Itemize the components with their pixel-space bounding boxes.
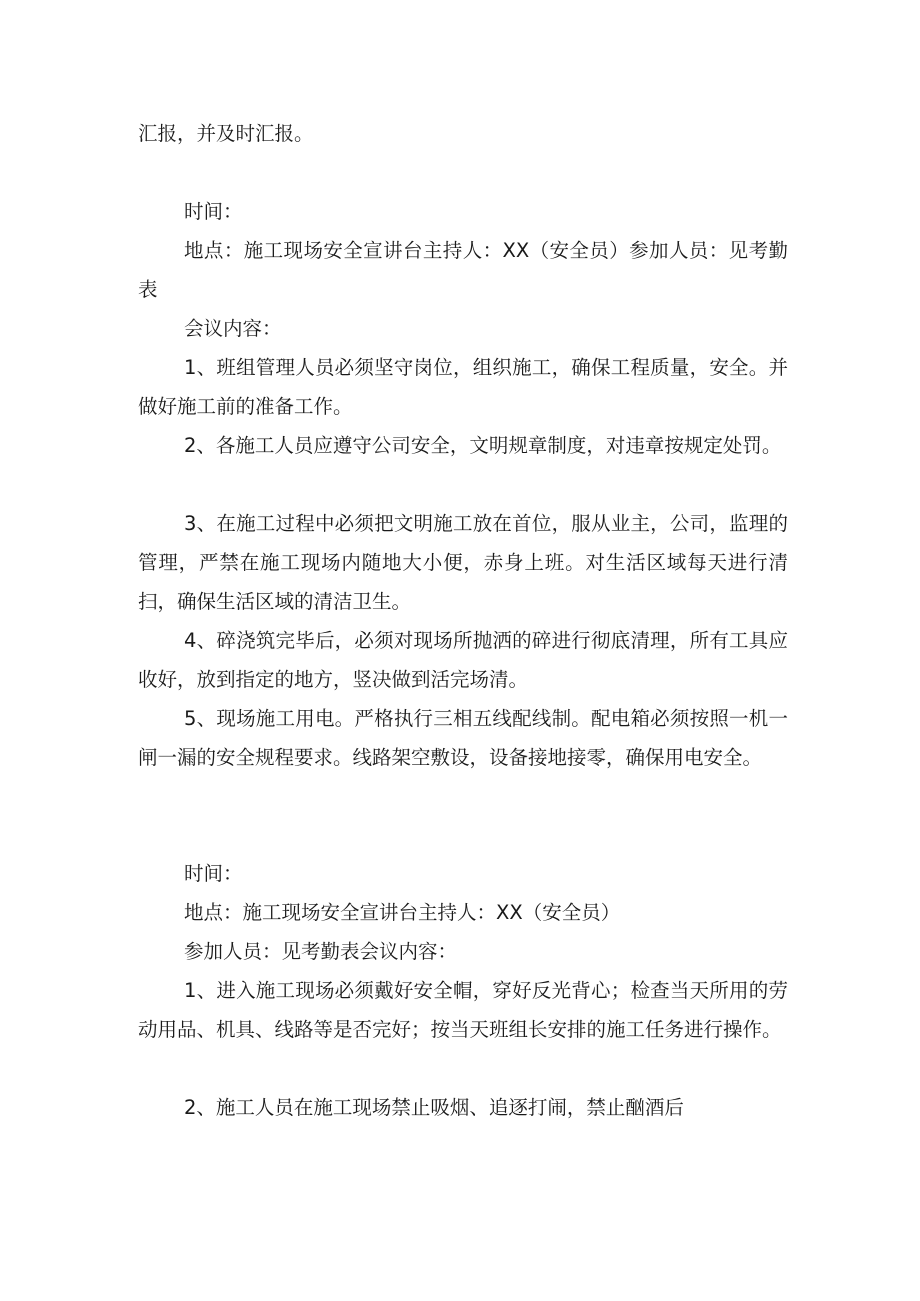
meeting-location-host: 地点：施工现场安全宣讲台主持人：XX（安全员）参加人员：见考勤表 — [138, 239, 788, 301]
meeting-item-5: 5、现场施工用电。严格执行三相五线配线制。配电箱必须按照一机一闸一漏的安全规程要求。线路架空敷设，设备接地接零，确保用电安全。 — [138, 707, 788, 769]
paragraph-continuation: 汇报，并及时汇报。 — [138, 122, 314, 145]
meeting-item-1: 1、班组管理人员必须坚守岗位，组织施工，确保工程质量，安全。并做好施工前的准备工作。 — [138, 356, 788, 418]
meeting-time-label-2: 时间： — [184, 862, 243, 885]
meeting-location-host-2: 地点：施工现场安全宣讲台主持人：XX（安全员） — [184, 901, 621, 924]
meeting-time-label: 时间： — [184, 200, 243, 223]
meeting2-item-1: 1、进入施工现场必须戴好安全帽，穿好反光背心；检查当天所用的劳动用品、机具、线路等是否完好；按当天班组长安排的施工任务进行操作。 — [138, 979, 788, 1041]
meeting-item-3: 3、在施工过程中必须把文明施工放在首位，服从业主，公司，监理的管理，严禁在施工现场内随地大小便，赤身上班。对生活区域每天进行清扫，确保生活区域的清洁卫生。 — [138, 512, 788, 613]
meeting-content-label: 会议内容： — [184, 317, 282, 340]
meeting2-item-2: 2、施工人员在施工现场禁止吸烟、追逐打闹，禁止酗酒后 — [184, 1096, 684, 1119]
meeting-attendees-content-label: 参加人员：见考勤表会议内容： — [184, 940, 458, 963]
meeting-item-2: 2、各施工人员应遵守公司安全，文明规章制度，对违章按规定处罚。 — [184, 434, 782, 457]
meeting-item-4: 4、碎浇筑完毕后，必须对现场所抛洒的碎进行彻底清理，所有工具应收好，放到指定的地方，竖决做到活完场清。 — [138, 629, 788, 691]
